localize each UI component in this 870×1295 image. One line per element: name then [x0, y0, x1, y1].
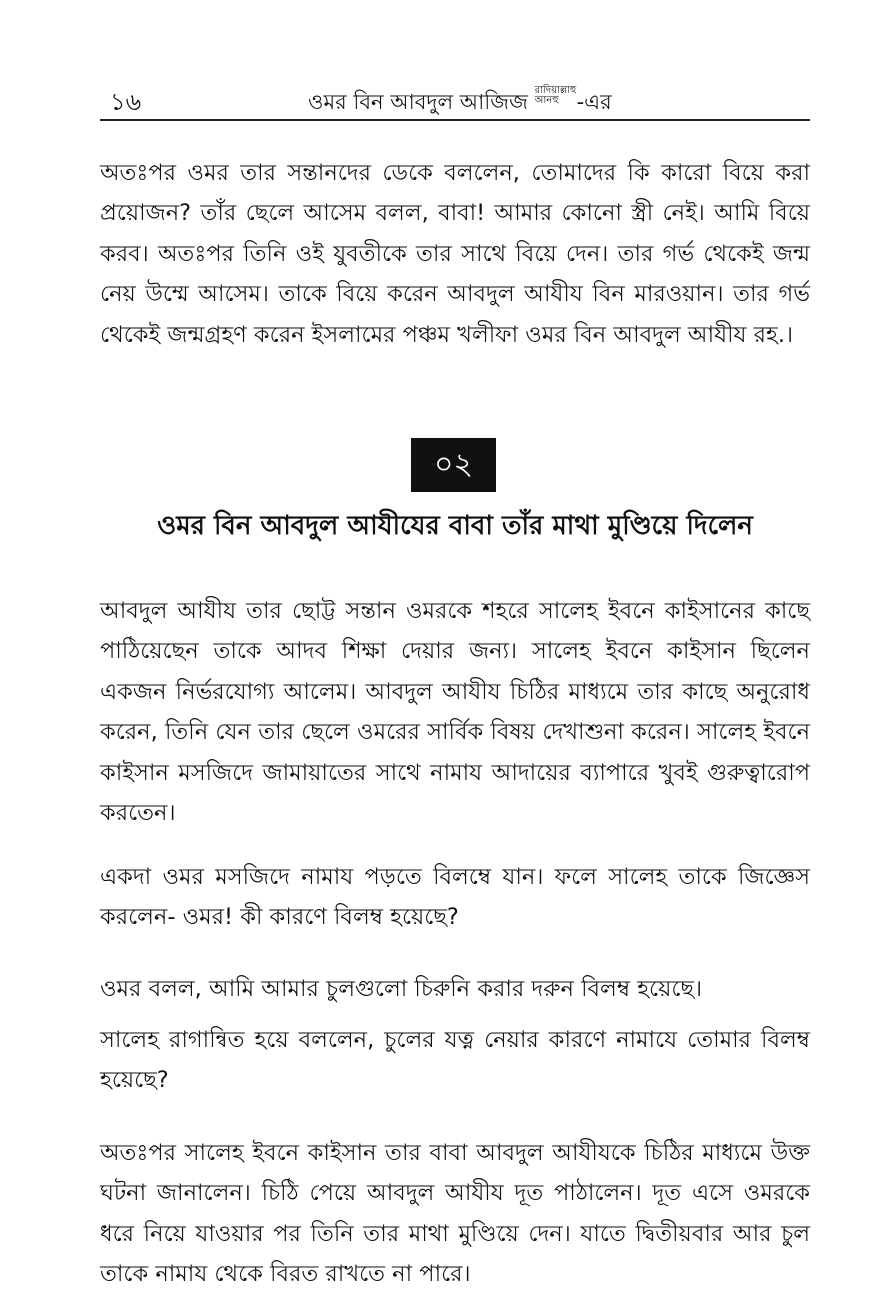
paragraph-5: সালেহ রাগান্বিত হয়ে বললেন, চুলের যত্ন নেয়ার কারণে নামাযে তোমার বিলম্ব হয়েছে?: [100, 1026, 810, 1093]
paragraph-1: অতঃপর ওমর তার সন্তানদের ডেকে বললেন, তোমাদের কি কারো বিয়ে করা প্রয়োজন? তাঁর ছেলে আসেম বলল, বাবা! আমার কোনো স্ত্রী নেই। আমি বিয়ে করব। অতঃপর তিনি ওই যুবতীকে তার সাথে বিয়ে দেন। তার গর্ভ থেকেই জন্ম নেয় উম্মে আসেম। তাকে বিয়ে করেন আবদুল আযীয বিন মারওয়ান। তার গর্ভ থেকেই জন্মগ্রহণ করেন ইসলামের পঞ্চম খলীফা ওমর বিন আবদুল আযীয রহ.।: [100, 159, 810, 348]
paragraph-2: আবদুল আযীয তার ছোট্ট সন্তান ওমরকে শহরে সালেহ ইবনে কাইসানের কাছে পাঠিয়েছেন তাকে আদব শিক্ষা দেয়ার জন্য। সালেহ ইবনে কাইসান ছিলেন একজন নির্ভরযোগ্য আলেম। আবদুল আযীয চিঠির মাধ্যমে তার কাছে অনুরোধ করেন, তিনি যেন তার ছেলে ওমরের সার্বিক বিষয় দেখাশুনা করেন। সালেহ ইবনে কাইসান মসজিদে জামায়াতের সাথে নামায আদায়ের ব্যাপারে খুবই গুরুত্বারোপ করতেন।: [100, 597, 810, 826]
chapter-title: ওমর বিন আবদুল আযীযের বাবা তাঁর মাথা মুণ্ডিয়ে দিলেন: [157, 511, 753, 541]
chapter-number-badge: ০২: [411, 438, 496, 492]
page-header: [100, 84, 810, 118]
header-divider: [100, 119, 810, 121]
honorific-text: রাদিয়াল্লাহু আনহু: [534, 85, 577, 106]
page-number: ১৬: [110, 88, 142, 116]
paragraph-6: অতঃপর সালেহ ইবনে কাইসান তার বাবা আবদুল আযীযকে চিঠির মাধ্যমে উক্ত ঘটনা জানালেন। চিঠি পেয়ে আবদুল আযীয দূত পাঠালেন। দূত এসে ওমরকে ধরে নিয়ে যাওয়ার পর তিনি তার মাথা মুণ্ডিয়ে দেন। যাতে দ্বিতীয়বার আর চুল তাকে নামায থেকে বিরত রাখতে না পারে।: [100, 1139, 810, 1287]
running-title-suffix: -এর: [576, 90, 612, 114]
paragraph-4: ওমর বলল, আমি আমার চুলগুলো চিরুনি করার দরুন বিলম্ব হয়েছে।: [100, 975, 703, 1002]
running-title: [308, 86, 612, 121]
paragraph-3: একদা ওমর মসজিদে নামায পড়তে বিলম্বে যান। ফলে সালেহ তাকে জিজ্ঞেস করলেন- ওমর! কী কারণে বিলম্ব হয়েছে?: [100, 863, 810, 930]
running-title-text: ওমর বিন আবদুল আজিজ: [308, 90, 528, 114]
